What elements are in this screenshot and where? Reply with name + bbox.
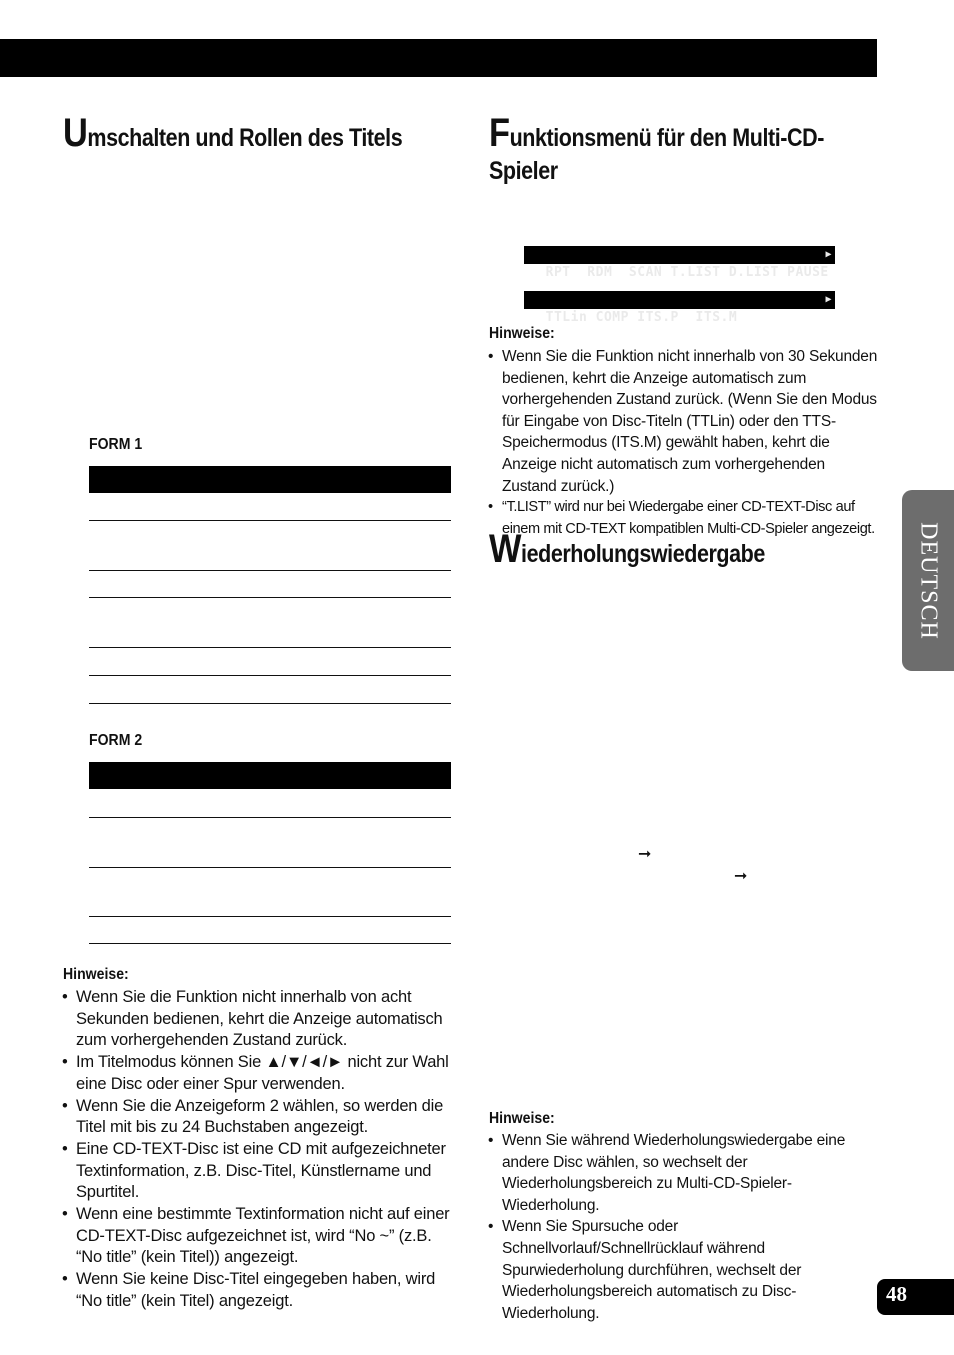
form1-table: [89, 466, 451, 704]
list-item: • Im Titelmodus können Sie ▲/▼/◄/► nicht zur Wahl eine Disc oder einer Spur verwenden.: [62, 1052, 452, 1095]
section-heading-wiederholung: [489, 527, 765, 571]
page-number-tab: [877, 1279, 954, 1315]
right-notes1-list: [488, 346, 880, 540]
list-item: • Wenn Sie keine Disc-Titel eingegeben haben, wird “No title” (kein Titel) angezeigt.: [62, 1269, 452, 1312]
right-arrow-icon: ➞: [638, 846, 652, 863]
table-divider: [89, 703, 451, 704]
heading-initial: W: [489, 527, 522, 571]
section-heading-umschalten: [63, 111, 403, 155]
table-divider: [89, 597, 451, 598]
list-item: • Wenn Sie Spursuche oder Schnellvorlauf/Schnellrücklauf während Spurwiederholung durchführen, wechselt der Wiederholungsbereich automatisch zu Disc-Wiederholung.: [488, 1216, 878, 1324]
heading-text-line2: Spieler: [489, 157, 558, 185]
left-notes-list: [62, 987, 452, 1313]
table-divider: [89, 520, 451, 521]
form1-label: FORM 1: [89, 436, 143, 453]
lcd-text: RPT RDM SCAN T.LIST D.LIST PAUSE: [545, 265, 829, 280]
table-divider: [89, 647, 451, 648]
heading-text-line1: unktionsmenü für den Multi-CD-: [509, 124, 824, 152]
form2-table: [89, 762, 451, 944]
form1-table-header: [89, 466, 451, 493]
heading-initial: U: [63, 111, 88, 155]
form2-table-header: [89, 762, 451, 789]
heading-text: iederholungswiedergabe: [521, 540, 765, 568]
table-divider: [89, 943, 451, 944]
table-divider: [89, 570, 451, 571]
language-side-tab: [902, 490, 954, 671]
heading-initial: F: [489, 111, 510, 155]
page-number: 48: [886, 1282, 907, 1306]
table-divider: [89, 867, 451, 868]
language-label: DEUTSCH: [915, 521, 942, 640]
list-item: • Wenn Sie die Funktion nicht innerhalb von acht Sekunden bedienen, kehrt die Anzeige automatisch zum vorhergehenden Zustand zurück.: [62, 987, 452, 1052]
list-item: • “T.LIST” wird nur bei Wiedergabe einer CD-TEXT-Disc auf einem mit CD-TEXT kompatiblen Multi-CD-Spieler angezeigt.: [488, 497, 880, 540]
play-arrow-icon: ▶: [825, 249, 832, 260]
play-arrow-icon: ▶: [825, 294, 832, 305]
right-notes2-title: Hinweise:: [489, 1110, 555, 1127]
left-notes-title: Hinweise:: [63, 966, 129, 983]
list-item: • Eine CD-TEXT-Disc ist eine CD mit aufgezeichneter Textinformation, z.B. Disc-Titel, Künstlername und Spurtitel.: [62, 1139, 452, 1204]
table-divider: [89, 916, 451, 917]
lcd-display-2: [524, 291, 835, 325]
lcd-text: TTLin COMP ITS.P ITS.M: [545, 310, 738, 325]
list-item: • Wenn Sie die Funktion nicht innerhalb von 30 Sekunden bedienen, kehrt die Anzeige automatisch zum vorhergehenden Zustand zurück. (Wenn Sie den Modus für Eingabe von Disc-Titeln (TTLin) oder den TTS-Speichermodus (ITS.M) gewählt haben, kehrt die Anzeige nicht automatisch zum vorhergehenden Zustand zurück.): [488, 346, 880, 497]
heading-text: mschalten und Rollen des Titels: [87, 124, 403, 152]
form2-label: FORM 2: [89, 732, 143, 749]
right-arrow-icon: ➞: [734, 868, 748, 885]
list-item: • Wenn Sie während Wiederholungswiedergabe eine andere Disc wählen, so wechselt der Wiederholungsbereich zu Multi-CD-Spieler-Wiederholung.: [488, 1130, 878, 1216]
top-header-bar: [0, 39, 877, 77]
table-divider: [89, 817, 451, 818]
list-item: • Wenn Sie die Anzeigeform 2 wählen, so werden die Titel mit bis zu 24 Buchstaben angezeigt.: [62, 1096, 452, 1139]
section-heading-funktionsmenue: [489, 111, 824, 188]
list-item: • Wenn eine bestimmte Textinformation nicht auf einer CD-TEXT-Disc aufgezeichnet ist, wird “No ~” (z.B. “No title” (kein Titel)) angezeigt.: [62, 1204, 452, 1269]
right-notes2-list: [488, 1130, 878, 1324]
table-divider: [89, 675, 451, 676]
lcd-display-1: [524, 246, 835, 280]
right-notes1-title: Hinweise:: [489, 325, 555, 342]
